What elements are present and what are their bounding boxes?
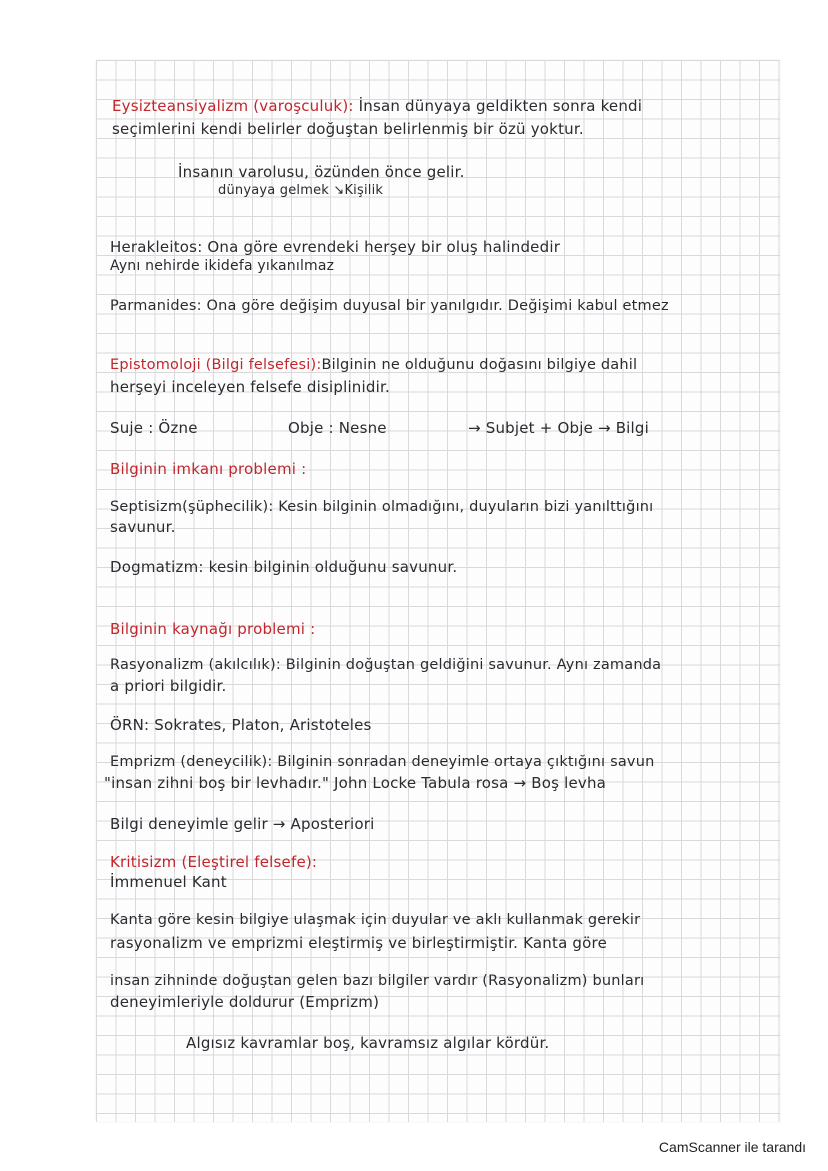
kant-text-line-2: rasyonalizm ve emprizmi eleştirmiş ve birleştirmiştir. Kanta göre (110, 934, 607, 952)
kant-quote-line: Algısız kavramlar boş, kavramsız algılar kördür. (186, 1034, 550, 1052)
epistemology-heading: Epistomoloji (Bilgi felsefesi): (110, 357, 322, 373)
obje-label: Obje : Nesne (288, 419, 387, 437)
scanner-watermark: CamScanner ile tarandı (658, 1139, 806, 1155)
epistemology-line-2: herşeyi inceleyen felsefe disiplinidir. (110, 378, 390, 396)
existentialism-text: İnsan dünyaya geldikten sonra kendi (353, 97, 643, 115)
aposteriori-line: Bilgi deneyimle gelir → Aposteriori (110, 815, 375, 833)
kant-text-line-1: Kanta göre kesin bilgiye ulaşmak için duyular ve aklı kullanmak gerekir (110, 912, 641, 928)
parmanides-line: Parmanides: Ona göre değişim duyusal bir yanılgıdır. Değişimi kabul etmez (110, 298, 669, 314)
kant-text-line-3: insan zihninde doğuştan gelen bazı bilgiler vardır (Rasyonalizm) bunları (110, 973, 645, 989)
existentialism-heading: Eysizteansiyalizm (varoşculuk): (112, 97, 354, 115)
suje-label: Suje : Özne (110, 419, 198, 437)
herakleitos-quote: Aynı nehirde ikidefa yıkanılmaz (110, 258, 335, 274)
existentialism-line-2: seçimlerini kendi belirler doğuştan belirlenmiş bir özü yoktur. (112, 120, 584, 138)
knowledge-possibility-heading: Bilginin imkanı problemi : (110, 460, 307, 478)
epistemology-text: Bilginin ne olduğunu doğasını bilgiye dahil (321, 357, 638, 373)
example-line: ÖRN: Sokrates, Platon, Aristoteles (110, 716, 372, 734)
dogmatism-line: Dogmatizm: kesin bilginin olduğunu savunur. (110, 558, 458, 576)
rationalism-line-1: Rasyonalizm (akılcılık): Bilginin doğuştan geldiğini savunur. Aynı zamanda (110, 657, 662, 673)
herakleitos-line: Herakleitos: Ona göre evrendeki herşey bir oluş halindedir (110, 238, 561, 256)
criticism-heading: Kritisizm (Eleştirel felsefe): (110, 853, 318, 871)
notebook-page (96, 60, 780, 1122)
bilgi-formula: → Subjet + Obje → Bilgi (468, 419, 650, 437)
kant-text-line-4: deneyimleriyle doldurur (Emprizm) (110, 993, 380, 1011)
skepticism-line-1: Septisizm(şüphecilik): Kesin bilginin olmadığını, duyuların bizi yanılttığını (110, 499, 654, 515)
kant-line: İmmenuel Kant (110, 873, 227, 891)
rationalism-line-2: a priori bilgidir. (110, 677, 227, 695)
existentialism-line-1 (112, 97, 642, 115)
skepticism-line-2: savunur. (110, 518, 176, 536)
existentialism-line-3: İnsanın varolusu, özünden önce gelir. (178, 163, 465, 181)
epistemology-line-1 (110, 357, 637, 373)
existentialism-line-4: dünyaya gelmek ↘Kişilik (218, 183, 384, 198)
empiricism-line-1: Emprizm (deneycilik): Bilginin sonradan deneyimle ortaya çıktığını savun (110, 754, 655, 770)
knowledge-source-heading: Bilginin kaynağı problemi : (110, 620, 316, 638)
empiricism-line-2: "insan zihni boş bir levhadır." John Locke Tabula rosa → Boş levha (104, 774, 607, 792)
